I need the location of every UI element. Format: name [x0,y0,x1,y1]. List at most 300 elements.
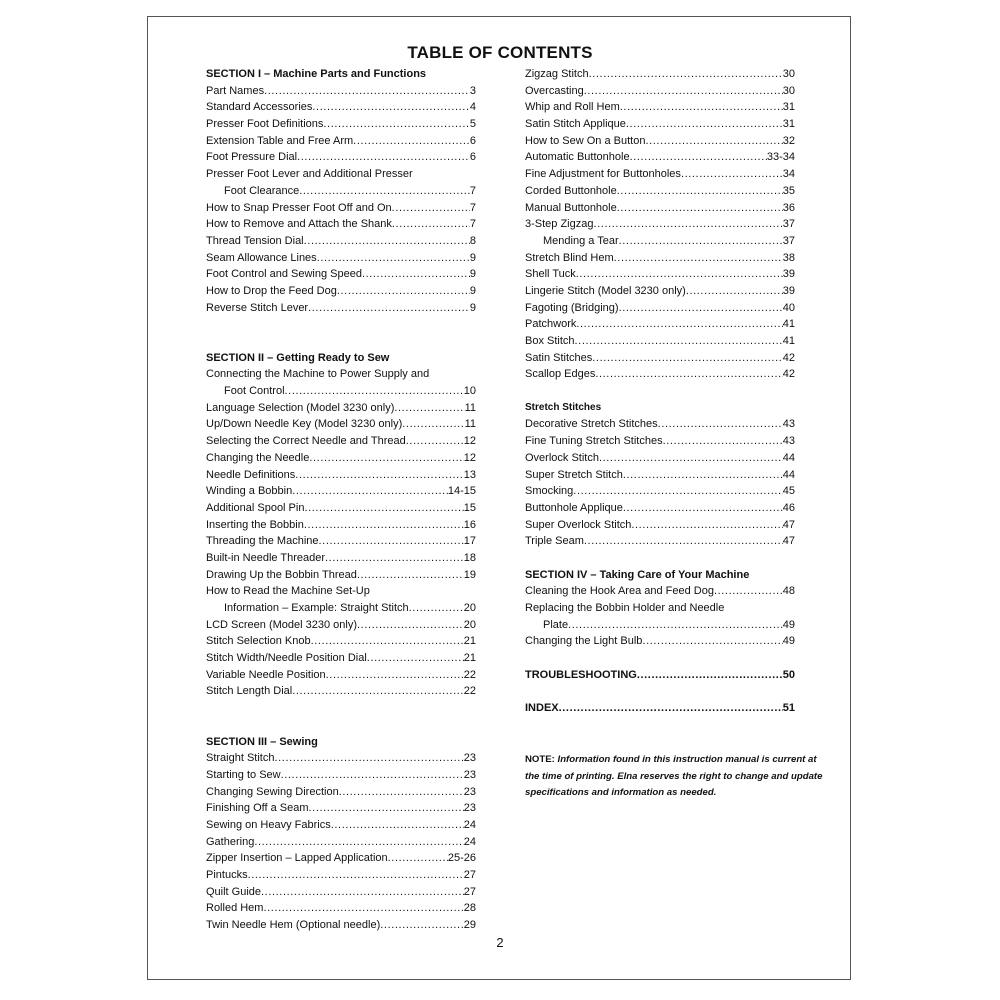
toc-entry-label: Starting to Sew [206,768,281,781]
toc-entry-page: 13 [463,468,476,481]
toc-entry [525,450,795,467]
toc-entry-page: 29 [463,919,476,932]
toc-entry-label: Shell Tuck [525,268,576,281]
toc-entry-label: Language Selection (Model 3230 only) [206,401,395,414]
toc-entry-label: Selecting the Correct Needle and Thread [206,435,406,448]
toc-entry [206,633,476,650]
toc-entry [206,867,476,884]
toc-entry-page: 16 [463,518,476,531]
toc-entry [206,366,476,383]
toc-entry [206,250,476,267]
toc-entry-label: Thread Tension Dial [206,234,304,247]
toc-entry-page: 31 [782,101,795,114]
toc-entry-label: SECTION III – Sewing [206,735,318,748]
dot-leader [663,433,783,450]
dot-leader [623,467,783,484]
toc-entry-page: 5 [469,118,476,131]
toc-entry [525,83,795,100]
toc-entry-label: Winding a Bobbin [206,485,293,498]
toc-entry-page: 30 [782,84,795,97]
toc-entry-label: Connecting the Machine to Power Supply and [206,368,430,381]
toc-entry-page: 23 [463,768,476,781]
toc-entry-label: Patchwork [525,318,577,331]
toc-entry [525,233,795,250]
dot-leader [248,867,464,884]
toc-entry [206,850,476,867]
note-prefix: NOTE: [525,754,555,765]
toc-entry [525,500,795,517]
toc-entry-label: Rolled Hem [206,902,264,915]
toc-entry-label: Changing the Needle [206,451,310,464]
section-heading [206,734,476,751]
toc-entry [206,567,476,584]
toc-entry-label: Twin Needle Hem (Optional needle) [206,919,381,932]
dot-leader [380,917,463,934]
toc-entry [206,800,476,817]
dot-leader [617,183,783,200]
toc-entry-page: 21 [463,635,476,648]
toc-entry-label: Foot Control [224,385,285,398]
toc-entry-page: 44 [782,468,795,481]
toc-entry [525,700,795,717]
toc-entry-label: Super Overlock Stitch [525,518,632,531]
toc-entry-page: 24 [463,835,476,848]
dot-leader [573,483,782,500]
dot-leader [619,233,783,250]
toc-entry-label: Changing Sewing Direction [206,785,339,798]
dot-leader [304,517,464,534]
toc-entry-page: 50 [782,668,795,681]
toc-entry-label: Satin Stitch Applique [525,118,626,131]
toc-entry-label: Up/Down Needle Key (Model 3230 only) [206,418,403,431]
dot-leader [295,467,463,484]
spacer [206,717,476,734]
spacer [206,700,476,717]
toc-entry-page: 37 [782,234,795,247]
dot-leader [357,617,464,634]
dot-leader [312,99,469,116]
toc-entry-page: 43 [782,418,795,431]
toc-entry-label: Threading the Machine [206,535,319,548]
dot-leader [325,550,464,567]
toc-entry-label: 3-Step Zigzag [525,218,594,231]
toc-left-column [206,66,476,934]
dot-leader [367,650,464,667]
toc-entry [525,316,795,333]
spacer [206,333,476,350]
toc-entry [525,216,795,233]
toc-entry-page: 3 [469,84,476,97]
dot-leader [292,683,464,700]
toc-entry-page: 42 [782,368,795,381]
toc-entry-page: 22 [463,685,476,698]
toc-entry-page: 9 [469,268,476,281]
toc-entry-page: 32 [782,134,795,147]
toc-entry-page: 15 [463,501,476,514]
toc-entry-page: 46 [782,501,795,514]
toc-entry-label: Manual Buttonhole [525,201,617,214]
toc-entry-page: 24 [463,818,476,831]
dot-leader [254,834,463,851]
toc-entry-label: Changing the Light Bulb [525,635,643,648]
toc-entry-page: 23 [463,802,476,815]
toc-entry-page: 6 [469,134,476,147]
dot-leader [614,250,783,267]
dot-leader [292,483,448,500]
toc-entry-label: Reverse Stitch Lever [206,301,309,314]
toc-entry-label: How to Read the Machine Set-Up [206,585,370,598]
toc-entry-page: 48 [782,585,795,598]
toc-entry-label: Seam Allowance Lines [206,251,317,264]
toc-entry-page: 7 [469,201,476,214]
toc-entry [525,667,795,684]
section-heading [525,400,795,417]
toc-entry [206,300,476,317]
toc-entry [525,600,795,617]
toc-entry-label: Zigzag Stitch [525,68,589,80]
toc-entry [206,200,476,217]
toc-entry-label: SECTION IV – Taking Care of Your Machine [525,568,750,581]
toc-entry-page: 7 [469,218,476,231]
dot-leader [575,333,783,350]
toc-entry [525,99,795,116]
dot-leader [589,66,783,83]
toc-entry-page: 22 [463,668,476,681]
toc-entry [206,99,476,116]
dot-leader [308,300,470,317]
dot-leader [339,784,464,801]
toc-entry-label: Overcasting [525,84,584,97]
toc-entry-page: 36 [782,201,795,214]
dot-leader [323,116,469,133]
page-number: 2 [496,935,504,950]
toc-entry-page: 39 [782,268,795,281]
toc-right-column [525,66,795,717]
toc-entry-page: 20 [463,618,476,631]
toc-entry-page: 51 [782,702,795,715]
dot-leader [317,250,470,267]
toc-entry-page: 44 [782,451,795,464]
toc-entry-label: Stretch Stitches [525,401,602,413]
toc-entry-page: 37 [782,218,795,231]
toc-entry [525,517,795,534]
toc-entry-page: 6 [469,151,476,164]
toc-entry-label: Box Stitch [525,335,575,347]
dot-leader [619,300,783,317]
dot-leader [595,366,782,383]
toc-entry-label: Standard Accessories [206,101,313,114]
toc-entry-label: Corded Buttonhole [525,184,617,197]
toc-entry [525,467,795,484]
toc-entry-label: Super Stretch Stitch [525,468,623,481]
toc-entry [525,166,795,183]
section-heading [206,66,476,83]
note-paragraph [525,752,825,802]
toc-entry-label: Overlock Stitch [525,451,599,464]
toc-entry [206,467,476,484]
toc-entry [525,366,795,383]
dot-leader [686,283,783,300]
spacer [525,383,795,400]
toc-entry-label: Scallop Edges [525,368,596,381]
dot-leader [263,900,463,917]
toc-entry [525,200,795,217]
toc-entry-label: Additional Spool Pin [206,501,305,514]
toc-entry-page: 25-26 [447,852,476,865]
dot-leader [297,149,470,166]
toc-entry-label: Presser Foot Lever and Additional Presser [206,168,413,181]
dot-leader [309,800,464,817]
toc-entry [206,216,476,233]
dot-leader [311,633,464,650]
toc-entry-page: 35 [782,184,795,197]
toc-entry-label: Whip and Roll Hem [525,101,620,114]
toc-entry [206,83,476,100]
toc-entry [206,817,476,834]
page-title: TABLE OF CONTENTS [407,43,593,62]
toc-entry [206,517,476,534]
dot-leader [304,233,470,250]
dot-leader [331,817,464,834]
dot-leader [392,200,470,217]
dot-leader [357,567,464,584]
toc-entry-label: Fine Adjustment for Buttonholes [525,168,681,181]
dot-leader [637,667,783,684]
toc-entry-page: 30 [782,68,795,80]
spacer [525,683,795,700]
toc-entry-page: 8 [469,234,476,247]
toc-entry [206,233,476,250]
toc-entry-label: Cleaning the Hook Area and Feed Dog [525,585,714,598]
dot-leader [559,700,783,717]
toc-entry-page: 20 [463,602,476,614]
toc-entry-page: 31 [782,118,795,131]
toc-entry-page: 41 [782,318,795,331]
toc-entry [206,533,476,550]
toc-entry [206,650,476,667]
toc-entry-label: Satin Stitches [525,351,593,364]
toc-entry-page: 41 [782,335,795,347]
toc-entry-page: 49 [782,618,795,631]
toc-entry [525,350,795,367]
toc-entry [206,450,476,467]
dot-leader [630,149,767,166]
dot-leader [274,750,463,767]
toc-entry-label: Fagoting (Bridging) [525,301,619,314]
toc-entry-label: Fine Tuning Stretch Stitches [525,435,663,448]
dot-leader [626,116,783,133]
toc-entry-label: How to Drop the Feed Dog [206,284,337,297]
toc-entry-page: 33-34 [766,151,795,164]
toc-entry-page: 38 [782,251,795,264]
dot-leader [584,83,783,100]
toc-entry-label: Foot Clearance [224,184,300,197]
toc-entry-page: 4 [469,101,476,114]
toc-entry [525,416,795,433]
toc-entry-label: Mending a Tear [543,234,619,247]
dot-leader [593,216,782,233]
toc-entry [206,900,476,917]
toc-entry [206,433,476,450]
toc-entry-page: 12 [463,435,476,448]
toc-entry [206,767,476,784]
dot-leader [642,633,782,650]
toc-entry-page: 17 [463,535,476,548]
toc-entry-label: Stitch Length Dial [206,685,293,698]
spacer [525,550,795,567]
toc-entry-label: Stitch Width/Needle Position Dial [206,652,367,665]
dot-leader [304,500,463,517]
toc-entry-page: 28 [463,902,476,915]
toc-entry-label: SECTION I – Machine Parts and Functions [206,68,427,80]
dot-leader [645,133,782,150]
dot-leader [285,383,464,400]
toc-entry-page: 10 [463,385,476,398]
toc-entry [525,583,795,600]
toc-entry-label: Drawing Up the Bobbin Thread [206,568,357,581]
toc-entry-page: 43 [782,435,795,448]
toc-entry-label: Quilt Guide [206,885,262,898]
dot-leader [617,200,783,217]
toc-entry [525,533,795,550]
toc-entry-page: 11 [464,418,476,431]
toc-entry [525,617,795,634]
toc-entry-label: Straight Stitch [206,752,275,765]
toc-entry-label: How to Snap Presser Foot Off and On [206,201,392,214]
toc-entry [525,433,795,450]
toc-entry-page: 45 [782,485,795,498]
toc-entry-page: 40 [782,301,795,314]
toc-entry-label: Stretch Blind Hem [525,251,614,264]
dot-leader [620,99,783,116]
toc-entry [206,884,476,901]
toc-entry-page: 19 [463,568,476,581]
dot-leader [362,266,470,283]
dot-leader [714,583,783,600]
toc-entry-page: 18 [463,551,476,564]
toc-entry [206,416,476,433]
dot-leader [299,183,470,200]
dot-leader [337,283,470,300]
toc-entry [525,483,795,500]
dot-leader [264,83,470,100]
toc-entry [525,633,795,650]
toc-entry [206,166,476,183]
dot-leader [631,517,782,534]
toc-entry [206,133,476,150]
toc-entry [206,116,476,133]
dot-leader [326,667,464,684]
toc-entry-label: Built-in Needle Threader [206,551,326,564]
toc-entry-page: 9 [469,301,476,314]
toc-entry-label: Information – Example: Straight Stitch [224,602,409,614]
section-heading [206,350,476,367]
dot-leader [402,416,464,433]
dot-leader [388,850,448,867]
dot-leader [319,533,464,550]
spacer [206,316,476,333]
toc-entry [206,784,476,801]
toc-entry-page: 47 [782,535,795,548]
dot-leader [392,216,470,233]
toc-entry [206,383,476,400]
toc-entry-label: TROUBLESHOOTING [525,668,637,681]
toc-entry [206,283,476,300]
toc-entry [206,834,476,851]
toc-entry-page: 27 [463,869,476,881]
toc-entry-label: Foot Pressure Dial [206,151,298,164]
toc-entry-page: 23 [463,752,476,765]
toc-entry-page: 34 [782,168,795,181]
toc-entry-label: Replacing the Bobbin Holder and Needle [525,602,725,614]
toc-entry-page: 9 [469,284,476,297]
dot-leader [261,884,464,901]
toc-entry-label: Decorative Stretch Stitches [525,418,658,431]
dot-leader [658,416,783,433]
toc-entry [525,116,795,133]
toc-entry-label: Pintucks [206,869,248,881]
dot-leader [309,450,463,467]
spacer [525,650,795,667]
toc-entry-page: 42 [782,351,795,364]
toc-entry [525,266,795,283]
dot-leader [568,617,783,634]
toc-entry-label: Inserting the Bobbin [206,518,304,531]
toc-entry-label: INDEX [525,702,559,715]
toc-entry [206,667,476,684]
toc-entry-label: Stitch Selection Knob [206,635,311,648]
dot-leader [584,533,783,550]
toc-entry-label: Foot Control and Sewing Speed [206,268,362,281]
toc-entry-label: LCD Screen (Model 3230 only) [206,618,358,631]
toc-entry [206,683,476,700]
dot-leader [681,166,783,183]
dot-leader [576,316,782,333]
toc-entry-label: Triple Seam [525,535,584,548]
toc-entry-page: 12 [463,451,476,464]
dot-leader [281,767,464,784]
toc-entry [206,483,476,500]
toc-entry-label: How to Sew On a Button [525,134,646,147]
dot-leader [592,350,782,367]
toc-entry [525,333,795,350]
toc-entry-label: Extension Table and Free Arm [206,134,354,147]
toc-entry [525,66,795,83]
toc-entry-label: Finishing Off a Seam [206,802,309,815]
toc-entry [525,300,795,317]
toc-entry-label: Part Names [206,84,265,97]
toc-entry [206,500,476,517]
toc-entry-label: Variable Needle Position [206,668,326,681]
toc-entry [525,183,795,200]
toc-entry [525,250,795,267]
toc-entry-label: Lingerie Stitch (Model 3230 only) [525,284,686,297]
toc-entry [206,183,476,200]
toc-entry-page: 27 [463,885,476,898]
toc-entry-page: 9 [469,251,476,264]
dot-leader [353,133,470,150]
toc-entry [206,600,476,617]
toc-entry-label: Smocking [525,485,574,498]
toc-entry-page: 39 [782,284,795,297]
toc-entry [206,266,476,283]
toc-entry-page: 49 [782,635,795,648]
toc-entry-label: Plate [543,618,569,631]
dot-leader [623,500,783,517]
toc-entry [206,400,476,417]
toc-entry-page: 14-15 [447,485,476,498]
toc-entry-label: Gathering [206,835,255,848]
